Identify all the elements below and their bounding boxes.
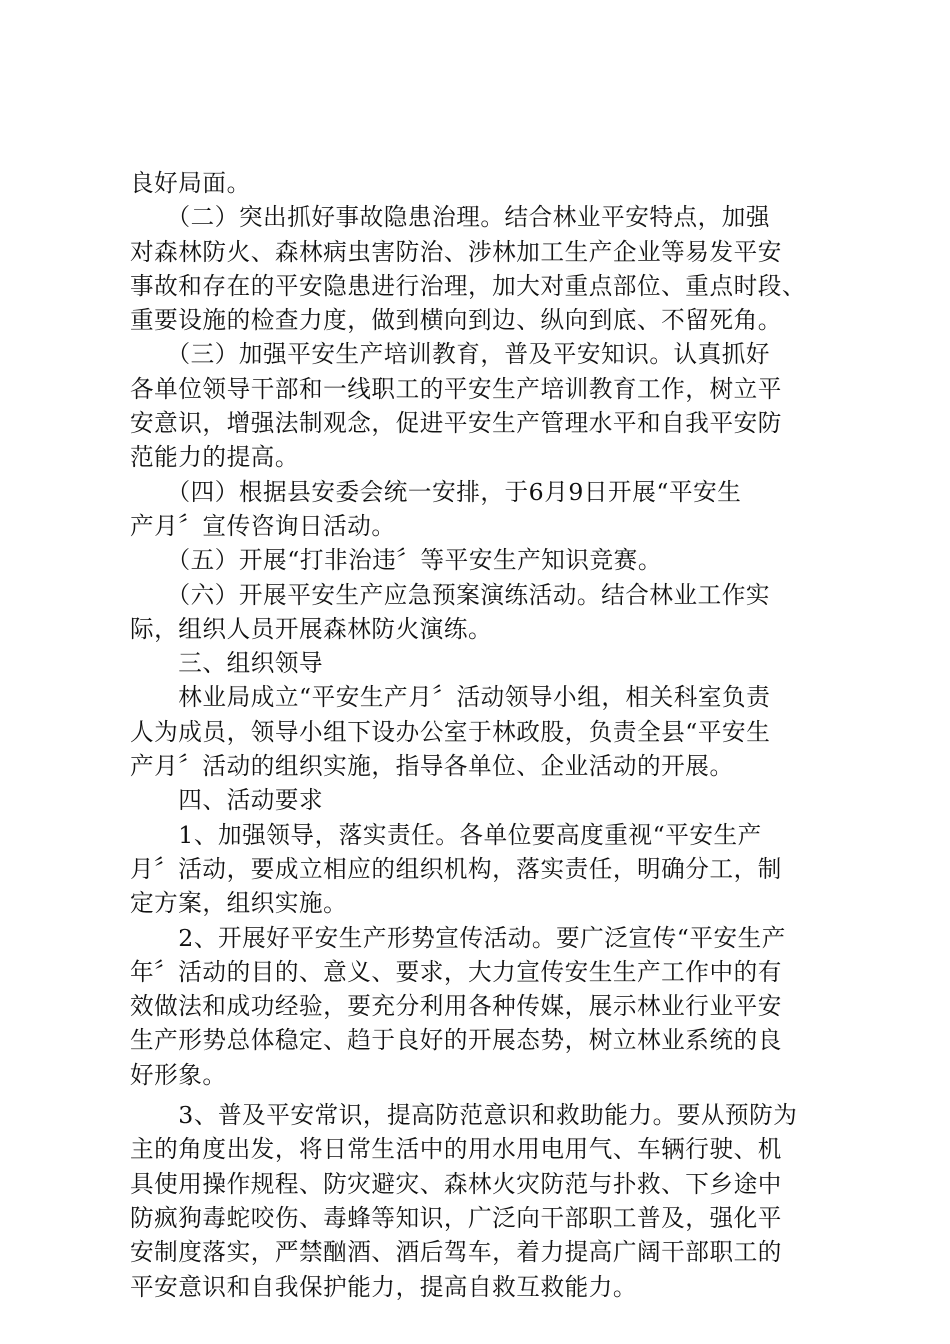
text-line: 防疯狗毒蛇咬伤、毒蜂等知识，广泛向干部职工普及，强化平 xyxy=(130,1203,782,1232)
text-line: 人为成员，领导小组下设办公室于林政股，负责全县“平安生 xyxy=(130,717,771,746)
text-line: 对森林防火、森林病虫害防治、涉林加工生产企业等易发平安 xyxy=(130,237,782,266)
text-line: （三）加强平安生产培训教育，普及平安知识。认真抓好 xyxy=(130,340,771,369)
text-line: 3、普及平安常识，提高防范意识和救助能力。要从预防为 xyxy=(130,1101,798,1130)
text-line: 重要设施的检查力度，做到横向到边、纵向到底、不留死角。 xyxy=(130,306,782,335)
text-line: 效做法和成功经验，要充分利用各种传媒，展示林业行业平安 xyxy=(130,992,782,1021)
section-heading: 四、活动要求 xyxy=(130,786,324,815)
text-line: 安制度落实，严禁酗酒、酒后驾车，着力提高广阔干部职工的 xyxy=(130,1238,782,1267)
text-line: 安意识，增强法制观念，促进平安生产管理水平和自我平安防 xyxy=(130,409,782,438)
section-heading: 三、组织领导 xyxy=(130,649,324,678)
text-line: 产月〞宣传咨询日活动。 xyxy=(130,511,396,540)
text-line: 林业局成立“平安生产月〞活动领导小组，相关科室负责 xyxy=(130,683,771,712)
text-line: （五）开展“打非治违〞等平安生产知识竞赛。 xyxy=(130,546,662,575)
text-line: 产月〞活动的组织实施，指导各单位、企业活动的开展。 xyxy=(130,752,734,781)
text-line: 具使用操作规程、防灾避灾、森林火灾防范与扑救、下乡途中 xyxy=(130,1169,782,1198)
text-line: （六）开展平安生产应急预案演练活动。结合林业工作实 xyxy=(130,580,771,609)
text-line: 年〞活动的目的、意义、要求，大力宣传安生生产工作中的有 xyxy=(130,957,782,986)
text-line: 范能力的提高。 xyxy=(130,443,300,472)
text-line: 1、加强领导，落实责任。各单位要高度重视“平安生产 xyxy=(130,820,762,849)
text-line: 各单位领导干部和一线职工的平安生产培训教育工作，树立平 xyxy=(130,374,782,403)
text-line: 月〞活动，要成立相应的组织机构，落实责任，明确分工，制 xyxy=(130,854,782,883)
text-line: 主的角度出发，将日常生活中的用水用电用气、车辆行驶、机 xyxy=(130,1135,782,1164)
text-line: 平安意识和自我保护能力，提高自救互救能力。 xyxy=(130,1272,638,1301)
text-line: 生产形势总体稳定、趋于良好的开展态势，树立林业系统的良 xyxy=(130,1026,782,1055)
text-line: （二）突出抓好事故隐患治理。结合林业平安特点，加强 xyxy=(130,203,771,232)
document-body xyxy=(130,166,834,1304)
text-line: 事故和存在的平安隐患进行治理，加大对重点部位、重点时段、 xyxy=(130,271,807,300)
text-line: 2、开展好平安生产形势宣传活动。要广泛宣传“平安生产 xyxy=(130,923,786,952)
text-line: 好形象。 xyxy=(130,1060,227,1089)
text-line: 定方案，组织实施。 xyxy=(130,889,348,918)
text-line: （四）根据县安委会统一安排，于6月9日开展“平安生 xyxy=(130,477,742,506)
text-line: 良好局面。 xyxy=(130,169,251,197)
text-line: 际，组织人员开展森林防火演练。 xyxy=(130,614,493,643)
